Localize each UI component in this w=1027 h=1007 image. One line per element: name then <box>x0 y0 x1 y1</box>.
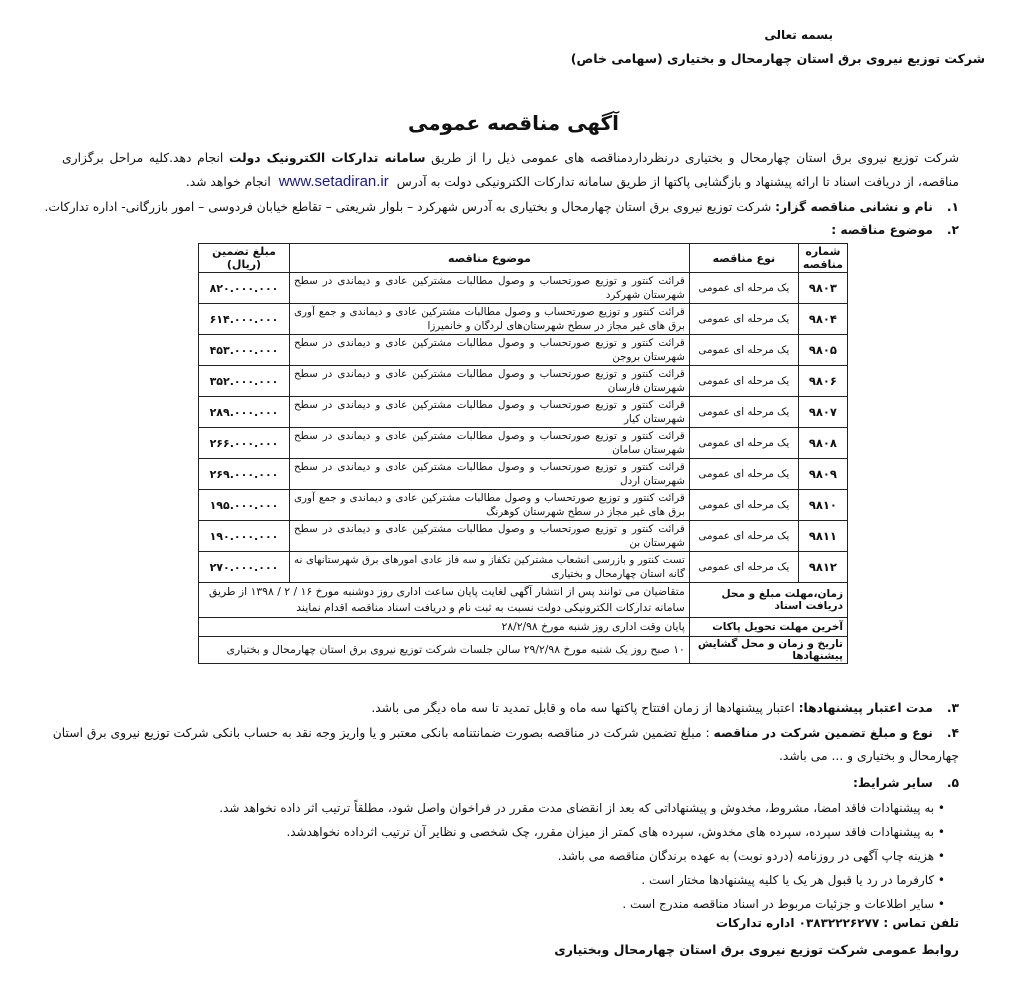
section-5-label: سایر شرایط: <box>852 776 933 790</box>
tender-subject: قرائت کنتور و توزیع صورتحساب و وصول مطالبات مشترکین عادی و دیماندی در سطح شهرستان بن <box>290 521 690 552</box>
contact-phone: تلفن تماس : ۰۳۸۳۲۲۲۶۲۷۷ اداره تدارکات <box>715 916 959 930</box>
tender-subject: تست کنتور و بازرسی انشعاب مشترکین تکفاز و سه فاز عادی امورهای برق شهرستانهای نه گانه استان چهارمحال و بختیاری <box>290 552 690 583</box>
tender-row <box>199 552 848 583</box>
tender-row <box>199 490 848 521</box>
section-3-text: اعتبار پیشنهادها از زمان افتتاح پاکتها سه ماه و قابل تمدید تا سه ماه دیگر می باشد. <box>371 701 795 715</box>
tender-row <box>199 304 848 335</box>
tender-type: یک مرحله ای عمومی <box>689 335 798 366</box>
section-1-text: شرکت توزیع نیروی برق استان چهارمحال و بختیاری به آدرس شهرکرد – بلوار شریعتی – تقاطع خیابان فردوسی – امور بازرگانی- اداره تدارکات. <box>44 200 772 214</box>
company-name: شرکت توزیع نیروی برق استان چهارمحال و بختیاری (سهامی خاص) <box>570 51 985 66</box>
header-subject: موضوع مناقصه <box>290 244 690 273</box>
info-row-documents <box>199 583 848 618</box>
condition-item: • به پیشنهادات فاقد سپرده، سپرده های مخدوش، سپرده های کمتر از میزان مقرر، چک شخصی و نظایر آن ترتیب اثرداده نخواهدشد. <box>40 820 945 844</box>
section-2 <box>40 219 959 242</box>
tender-type: یک مرحله ای عمومی <box>689 490 798 521</box>
tender-row <box>199 335 848 366</box>
guarantee-amount: ۸۲۰.۰۰۰.۰۰۰ <box>199 273 290 304</box>
tender-subject: قرائت کنتور و توزیع صورتحساب و وصول مطالبات مشترکین عادی و دیماندی در سطح شهرستان فارسان <box>290 366 690 397</box>
intro-paragraph <box>62 146 959 194</box>
guarantee-amount: ۶۱۴.۰۰۰.۰۰۰ <box>199 304 290 335</box>
tender-type: یک مرحله ای عمومی <box>689 366 798 397</box>
header-number: شماره مناقصه <box>798 244 847 273</box>
tender-number: ۹۸۰۵ <box>798 335 847 366</box>
intro-part2: انجام دهد.کلیه مراحل برگزاری مناقصه، از دریافت اسناد تا ارائه پیشنهاد و بازگشایی پاکتها از طریق سامانه تدارکات الکترونیکی دولت به آدرس <box>62 151 959 189</box>
tender-subject: قرائت کنتور و توزیع صورتحساب و وصول مطالبات مشترکین عادی و دیماندی در سطح شهرستان شهرکرد <box>290 273 690 304</box>
tender-number: ۹۸۱۲ <box>798 552 847 583</box>
info-row-opening <box>199 637 848 664</box>
info-label: زمان،مهلت مبلغ و محل دریافت اسناد <box>689 583 847 618</box>
section-4-label: نوع و مبلغ تضمین شرکت در مناقصه <box>713 726 933 740</box>
tender-type: یک مرحله ای عمومی <box>689 273 798 304</box>
section-1-label: نام و نشانی مناقصه گزار: <box>775 200 933 214</box>
tender-subject: قرائت کنتور و توزیع صورتحساب و وصول مطالبات مشترکین عادی و دیماندی و جمع آوری برق های غیر مجاز در سطح شهرستان‌های لردگان و خانمیرزا <box>290 304 690 335</box>
condition-item: • سایر اطلاعات و جزئیات مربوط در اسناد مناقصه مندرج است . <box>40 892 945 916</box>
page-title: آگهی مناقصه عمومی <box>407 111 620 135</box>
header-type: نوع مناقصه <box>689 244 798 273</box>
tender-row <box>199 521 848 552</box>
guarantee-amount: ۳۵۲.۰۰۰.۰۰۰ <box>199 366 290 397</box>
intro-system-name: سامانه تدارکات الکترونیک دولت <box>229 151 426 165</box>
info-value: متقاضیان می توانند پس از انتشار آگهی لغایت پایان ساعت اداری روز دوشنبه مورخ ۱۶ / ۲ / ۱۳۹۸ از طریق سامانه تدارکات الکترونیکی دولت نسبت به ثبت نام و دریافت اسناد مناقصه اقدام نمایند <box>199 583 690 618</box>
tender-subject: قرائت کنتور و توزیع صورتحساب و وصول مطالبات مشترکین عادی و دیماندی در سطح شهرستان کیار <box>290 397 690 428</box>
tender-type: یک مرحله ای عمومی <box>689 428 798 459</box>
tender-row <box>199 397 848 428</box>
section-2-number: ۲. <box>946 223 959 237</box>
info-label: تاریخ و زمان و محل گشایش پیشنهادها <box>689 637 847 664</box>
tender-table <box>198 243 848 664</box>
tender-subject: قرائت کنتور و توزیع صورتحساب و وصول مطالبات مشترکین عادی و دیماندی در سطح شهرستان بروجن <box>290 335 690 366</box>
section-5-number: ۵. <box>946 776 959 790</box>
tender-table-header <box>199 244 848 273</box>
footer-signature: روابط عمومی شرکت توزیع نیروی برق استان چهارمحال وبختیاری <box>554 942 959 957</box>
tender-row <box>199 428 848 459</box>
condition-item: • هزینه چاپ آگهی در روزنامه (دردو نوبت) به عهده برندگان مناقصه می باشد. <box>40 844 945 868</box>
section-4-text: : مبلغ تضمین شرکت در مناقصه بصورت ضمانتنامه بانکی معتبر و یا واریز وجه نقد به حساب بانکی شرکت توزیع نیروی برق استان چهارمحال و بختیاری و ... می باشد. <box>52 726 959 763</box>
guarantee-amount: ۲۷۰.۰۰۰.۰۰۰ <box>199 552 290 583</box>
tender-type: یک مرحله ای عمومی <box>689 552 798 583</box>
tender-row <box>199 273 848 304</box>
guarantee-amount: ۱۹۵.۰۰۰.۰۰۰ <box>199 490 290 521</box>
info-value: ۱۰ صبح روز یک شنبه مورخ ۲۹/۲/۹۸ سالن جلسات شرکت توزیع نیروی برق استان چهارمحال و بختیاری <box>199 637 690 664</box>
tender-number: ۹۸۰۳ <box>798 273 847 304</box>
header-amount: مبلغ تضمین (ریال) <box>199 244 290 273</box>
tender-subject: قرائت کنتور و توزیع صورتحساب و وصول مطالبات مشترکین عادی و دیماندی در سطح شهرستان سامان <box>290 428 690 459</box>
section-1 <box>40 196 959 219</box>
intro-part3: انجام خواهد شد. <box>185 175 271 189</box>
tender-type: یک مرحله ای عمومی <box>689 304 798 335</box>
tender-type: یک مرحله ای عمومی <box>689 521 798 552</box>
section-4-number: ۴. <box>946 726 959 740</box>
tender-info-body <box>199 583 848 664</box>
tender-number: ۹۸۰۹ <box>798 459 847 490</box>
tender-row <box>199 459 848 490</box>
guarantee-amount: ۲۸۹.۰۰۰.۰۰۰ <box>199 397 290 428</box>
info-row-deadline <box>199 618 848 637</box>
tender-number: ۹۸۱۰ <box>798 490 847 521</box>
conditions-list <box>40 796 945 916</box>
guarantee-amount: ۴۵۳.۰۰۰.۰۰۰ <box>199 335 290 366</box>
tender-number: ۹۸۰۷ <box>798 397 847 428</box>
section-3 <box>40 697 959 720</box>
condition-item: • به پیشنهادات فاقد امضا، مشروط، مخدوش و پیشنهاداتی که بعد از انقضای مدت مقرر در فراخوان واصل شود، مطلقاً ترتیب اثر داده نخواهد شد. <box>40 796 945 820</box>
guarantee-amount: ۲۶۶.۰۰۰.۰۰۰ <box>199 428 290 459</box>
tender-number: ۹۸۰۸ <box>798 428 847 459</box>
section-4 <box>40 722 959 768</box>
info-label: آخرین مهلت تحویل پاکات <box>689 618 847 637</box>
guarantee-amount: ۲۶۹.۰۰۰.۰۰۰ <box>199 459 290 490</box>
info-value: پایان وقت اداری روز شنبه مورخ ۲۸/۲/۹۸ <box>199 618 690 637</box>
tender-type: یک مرحله ای عمومی <box>689 397 798 428</box>
tender-subject: قرائت کنتور و توزیع صورتحساب و وصول مطالبات مشترکین عادی و دیماندی در سطح شهرستان اردل <box>290 459 690 490</box>
section-3-label: مدت اعتبار پیشنهادها: <box>798 701 933 715</box>
guarantee-amount: ۱۹۰.۰۰۰.۰۰۰ <box>199 521 290 552</box>
tender-subject: قرائت کنتور و توزیع صورتحساب و وصول مطالبات مشترکین عادی و دیماندی و جمع آوری برق های غیر مجاز در سطح شهرستان کوهرنگ <box>290 490 690 521</box>
setadiran-link[interactable]: www.setadiran.ir <box>278 173 389 190</box>
section-5 <box>40 772 959 795</box>
section-2-label: موضوع مناقصه : <box>831 223 933 237</box>
tender-row <box>199 366 848 397</box>
condition-item: • کارفرما در رد یا قبول هر یک یا کلیه پیشنهادها مختار است . <box>40 868 945 892</box>
tender-number: ۹۸۱۱ <box>798 521 847 552</box>
tender-table-body <box>199 273 848 583</box>
tender-number: ۹۸۰۶ <box>798 366 847 397</box>
intro-part1: شرکت توزیع نیروی برق استان چهارمحال و بختیاری درنظرداردمناقصه های عمومی ذیل را از طریق <box>431 151 960 165</box>
section-3-number: ۳. <box>946 701 959 715</box>
tender-type: یک مرحله ای عمومی <box>689 459 798 490</box>
section-1-number: ۱. <box>946 200 959 214</box>
tender-number: ۹۸۰۴ <box>798 304 847 335</box>
bismillah-heading: بسمه تعالی <box>764 28 833 42</box>
